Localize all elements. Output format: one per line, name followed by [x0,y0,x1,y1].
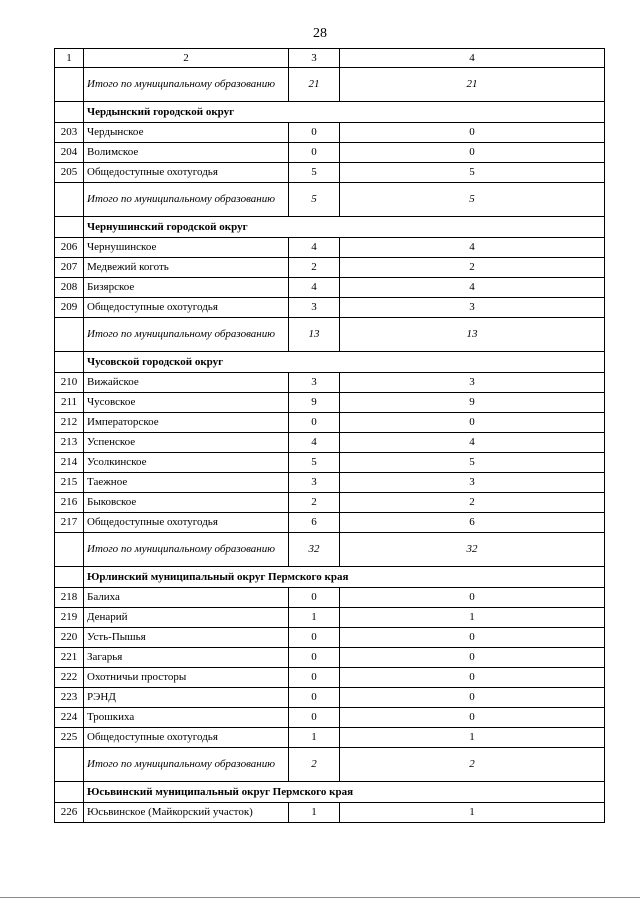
table-row [55,393,605,413]
total-row [55,748,605,782]
row-name: Бизярское [84,278,289,298]
row-number: 218 [55,588,84,608]
row-value-col3: 0 [289,688,340,708]
row-value-col4: 0 [340,668,605,688]
row-value-col3: 5 [289,183,340,217]
row-value-col3: 5 [289,453,340,473]
row-value-col4: 0 [340,123,605,143]
row-value-col4: 3 [340,373,605,393]
row-number: 224 [55,708,84,728]
row-value-col3: 0 [289,628,340,648]
row-value-col3: 0 [289,668,340,688]
row-number: 204 [55,143,84,163]
row-value-col3: 9 [289,393,340,413]
row-name: Юсьвинское (Майкорский участок) [84,803,289,823]
row-value-col4: 5 [340,163,605,183]
row-number [55,318,84,352]
row-number: 215 [55,473,84,493]
row-value-col4: 5 [340,453,605,473]
row-value-col4: 21 [340,68,605,102]
row-number: 223 [55,688,84,708]
row-value-col3: 2 [289,258,340,278]
row-name: Общедоступные охотугодья [84,728,289,748]
table-header-row [55,49,605,68]
row-value-col4: 0 [340,588,605,608]
row-value-col4: 32 [340,533,605,567]
row-value-col3: 0 [289,648,340,668]
row-value-col4: 1 [340,608,605,628]
row-number: 225 [55,728,84,748]
row-value-col4: 0 [340,143,605,163]
row-name: Императорское [84,413,289,433]
section-title: Юрлинский муниципальный округ Пермского края [84,567,605,588]
row-value-col4: 0 [340,628,605,648]
header-cell-4: 4 [340,49,605,68]
table-row [55,298,605,318]
section-num-cell [55,352,84,373]
row-value-col3: 4 [289,433,340,453]
row-value-col4: 2 [340,493,605,513]
row-value-col4: 0 [340,708,605,728]
section-title: Чусовской городской округ [84,352,605,373]
table-row [55,513,605,533]
row-name: Быковское [84,493,289,513]
row-value-col4: 3 [340,473,605,493]
row-value-col3: 3 [289,373,340,393]
section-num-cell [55,217,84,238]
row-name: Итого по муниципальному образованию [84,533,289,567]
row-value-col3: 13 [289,318,340,352]
row-name: Трошкиха [84,708,289,728]
table-row [55,668,605,688]
total-row [55,533,605,567]
table-row [55,123,605,143]
row-name: Итого по муниципальному образованию [84,318,289,352]
row-number: 217 [55,513,84,533]
table-row [55,413,605,433]
row-value-col4: 0 [340,413,605,433]
row-value-col3: 0 [289,708,340,728]
hunting-quota-table [54,48,605,823]
row-name: Волимское [84,143,289,163]
table-row [55,493,605,513]
row-number: 207 [55,258,84,278]
row-name: Усть-Пышья [84,628,289,648]
row-value-col3: 2 [289,748,340,782]
row-name: Вижайское [84,373,289,393]
table-row [55,373,605,393]
row-name: Итого по муниципальному образованию [84,68,289,102]
row-value-col3: 1 [289,728,340,748]
row-number: 206 [55,238,84,258]
section-title: Чернушинский городской округ [84,217,605,238]
row-number: 212 [55,413,84,433]
total-row [55,68,605,102]
total-row [55,318,605,352]
row-number: 203 [55,123,84,143]
row-name: Итого по муниципальному образованию [84,183,289,217]
row-value-col4: 1 [340,728,605,748]
row-value-col3: 0 [289,143,340,163]
row-value-col4: 4 [340,278,605,298]
row-value-col4: 6 [340,513,605,533]
row-value-col4: 2 [340,258,605,278]
row-name: Чусовское [84,393,289,413]
row-number: 211 [55,393,84,413]
row-name: Медвежий коготь [84,258,289,278]
row-value-col4: 4 [340,433,605,453]
row-value-col3: 32 [289,533,340,567]
table-row [55,143,605,163]
row-value-col4: 0 [340,688,605,708]
row-name: Общедоступные охотугодья [84,163,289,183]
table-row [55,803,605,823]
row-name: Общедоступные охотугодья [84,513,289,533]
row-name: Денарий [84,608,289,628]
row-value-col3: 5 [289,163,340,183]
table-row [55,608,605,628]
row-value-col4: 3 [340,298,605,318]
row-value-col4: 1 [340,803,605,823]
row-value-col4: 13 [340,318,605,352]
row-number [55,748,84,782]
section-row [55,567,605,588]
row-number: 214 [55,453,84,473]
page-number: 28 [313,26,327,41]
row-name: Итого по муниципальному образованию [84,748,289,782]
row-name: Чердынское [84,123,289,143]
section-title: Чердынский городской округ [84,102,605,123]
table-row [55,258,605,278]
table-body [55,49,605,823]
row-number: 220 [55,628,84,648]
table-row [55,433,605,453]
row-value-col4: 5 [340,183,605,217]
table-row [55,688,605,708]
header-cell-2: 2 [84,49,289,68]
row-value-col4: 4 [340,238,605,258]
header-cell-3: 3 [289,49,340,68]
row-value-col3: 0 [289,123,340,143]
section-num-cell [55,782,84,803]
row-name: Усолкинское [84,453,289,473]
row-name: Общедоступные охотугодья [84,298,289,318]
table-row [55,238,605,258]
header-cell-1: 1 [55,49,84,68]
total-row [55,183,605,217]
row-value-col3: 0 [289,588,340,608]
row-value-col3: 3 [289,298,340,318]
row-name: Загарья [84,648,289,668]
row-name: РЭНД [84,688,289,708]
table-row [55,648,605,668]
row-value-col3: 1 [289,803,340,823]
table-row [55,473,605,493]
row-value-col4: 2 [340,748,605,782]
row-number [55,533,84,567]
section-row [55,102,605,123]
table-row [55,163,605,183]
row-value-col3: 4 [289,278,340,298]
table-row [55,708,605,728]
section-row [55,782,605,803]
row-name: Охотничьи просторы [84,668,289,688]
row-value-col3: 2 [289,493,340,513]
section-row [55,217,605,238]
row-number: 222 [55,668,84,688]
row-value-col3: 3 [289,473,340,493]
section-row [55,352,605,373]
section-num-cell [55,102,84,123]
row-number [55,68,84,102]
row-name: Чернушинское [84,238,289,258]
row-number: 205 [55,163,84,183]
row-number [55,183,84,217]
row-value-col3: 1 [289,608,340,628]
row-number: 219 [55,608,84,628]
table-row [55,278,605,298]
row-number: 210 [55,373,84,393]
row-number: 208 [55,278,84,298]
row-value-col4: 9 [340,393,605,413]
row-name: Успенское [84,433,289,453]
table-row [55,628,605,648]
scan-bottom-edge [0,897,640,898]
row-number: 213 [55,433,84,453]
row-value-col3: 21 [289,68,340,102]
table-row [55,728,605,748]
row-number: 226 [55,803,84,823]
row-value-col3: 4 [289,238,340,258]
section-title: Юсьвинский муниципальный округ Пермского края [84,782,605,803]
row-number: 221 [55,648,84,668]
row-value-col4: 0 [340,648,605,668]
row-value-col3: 6 [289,513,340,533]
table-row [55,588,605,608]
row-name: Балиха [84,588,289,608]
table-row [55,453,605,473]
row-number: 209 [55,298,84,318]
row-name: Таежное [84,473,289,493]
row-value-col3: 0 [289,413,340,433]
row-number: 216 [55,493,84,513]
section-num-cell [55,567,84,588]
